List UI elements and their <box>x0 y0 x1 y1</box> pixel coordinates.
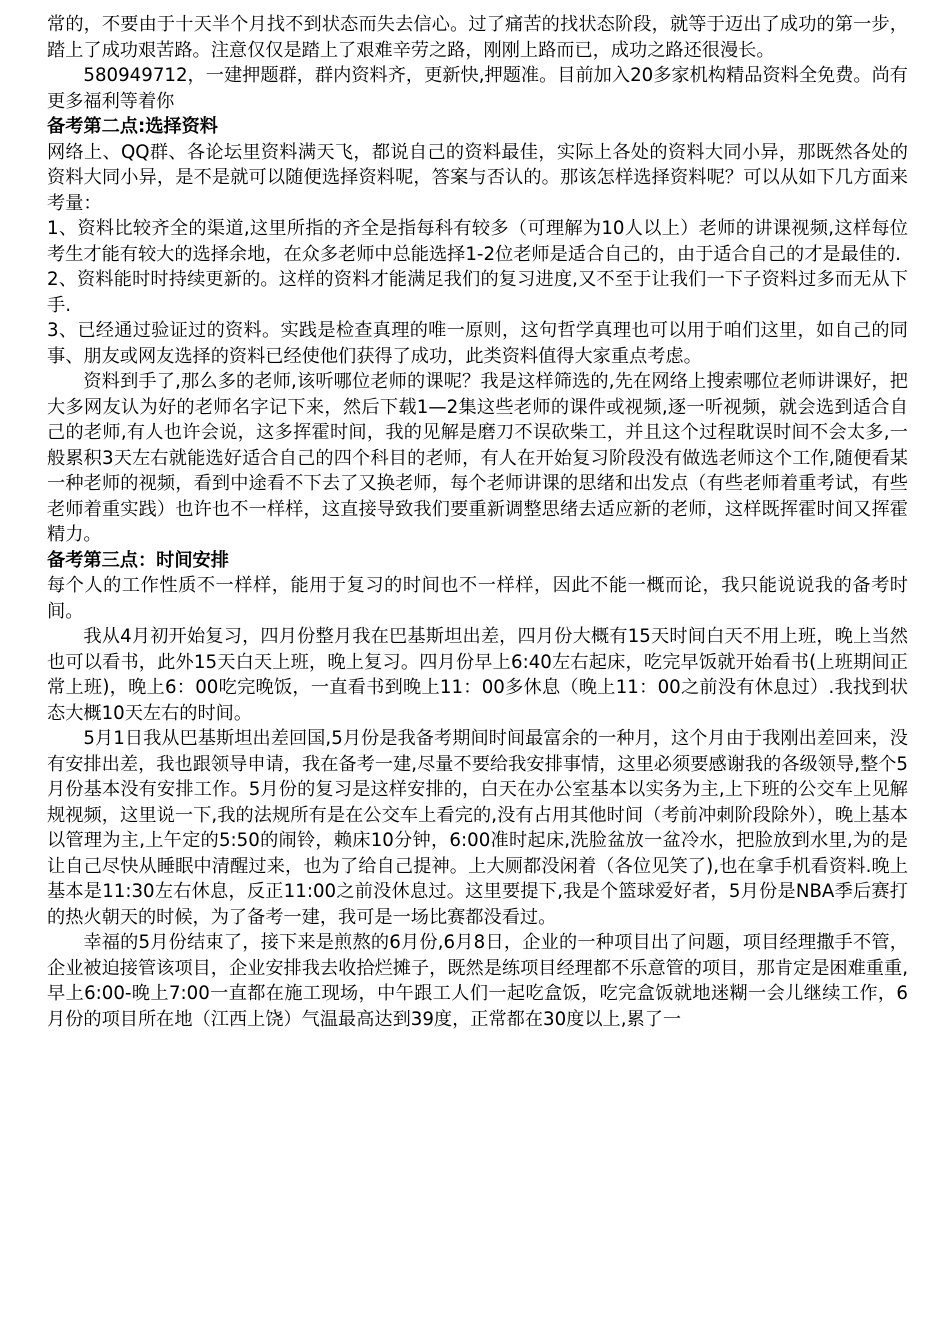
paragraph-april: 我从4月初开始复习，四月份整月我在巴基斯坦出差，四月份大概有15天时间白天不用上班，晚上当然也可以看书，此外15天白天上班，晚上复习。四月份早上6:40左右起床，吃完早饭就开始看书(上班期间正常上班)，晚上6：00吃完晚饭，一直看书到晚上11：00多休息（晚上11：00之前没有休息过）.我找到状态大概10天左右的时间。 <box>47 626 908 724</box>
paragraph-criteria-2: 2、资料能时时持续更新的。这样的资料才能满足我们的复习进度,又不至于让我们一下子资料过多而无从下手. <box>47 269 908 316</box>
paragraph-materials-intro: 网络上、QQ群、各论坛里资料满天飞，都说自己的资料最佳，实际上各处的资料大同小异，那既然各处的资料大同小异，是不是就可以随便选择资料呢，答案与否认的。那该怎样选择资料呢？可以从如下几方面来考量： <box>47 141 908 214</box>
paragraph-1: 常的，不要由于十天半个月找不到状态而失去信心。过了痛苦的找状态阶段，就等于迈出了成功的第一步，踏上了成功艰苦路。注意仅仅是踏上了艰难辛劳之路，刚刚上路而已，成功之路还很漫长。 <box>47 14 908 61</box>
paragraph-may: 5月1日我从巴基斯坦出差回国,5月份是我备考期间时间最富余的一种月，这个月由于我刚出差回来，没有安排出差，我也跟领导申请，我在备考一建,尽量不要给我安排事情，这里必须要感谢我的各级领导,整个5月份基本没有安排工作。5月份的复习是这样安排的，白天在办公室基本以实务为主,上下班的公交车上见解规视频，这里说一下,我的法规所有是在公交车上看完的,没有占用其他时间（考前冲刺阶段除外），晚上基本以管理为主,上午定的5:50的闹铃，赖床10分钟，6:00准时起床,洗脸盆放一盆冷水，把脸放到水里,为的是让自己尽快从睡眠中清醒过来，也为了给自己提神。上大厕都没闲着（各位见笑了),也在拿手机看资料.晚上基本是11:30左右休息，反正11:00之前没休息过。这里要提下,我是个篮球爱好者，5月份是NBA季后赛打的热火朝天的时候，为了备考一建，我可是一场比赛都没看过。 <box>47 728 908 928</box>
paragraph-teacher-selection: 资料到手了,那么多的老师,该听哪位老师的课呢？我是这样筛选的,先在网络上搜索哪位老师讲课好，把大多网友认为好的老师名字记下来，然后下载1—2集这些老师的课件或视频,逐一听视频，就会选到适合自己的老师,有人也许会说，这多挥霍时间，我的见解是磨刀不误砍柴工，并且这个过程耽误时间不会太多,一般累积3天左右就能选好适合自己的四个科目的老师，有人在开始复习阶段没有做选老师这个工作,随便看某一种老师的视频，看到中途看不下去了又换老师，每个老师讲课的思绪和出发点（有些老师着重考试，有些老师着重实践）也许也不一样样，这直接导致我们要重新调整思绪去适应新的老师，这样既挥霍时间又挥霍精力。 <box>47 371 908 545</box>
section-heading-2: 备考第二点:选择资料 <box>47 116 218 137</box>
paragraph-criteria-1: 1、资料比较齐全的渠道,这里所指的齐全是指每科有较多（可理解为10人以上）老师的讲课视频,这样每位考生才能有较大的选择余地，在众多老师中总能选择1-2位老师是适合自己的，由于适合自己的才是最佳的. <box>47 218 908 265</box>
paragraph-criteria-3: 3、已经通过验证过的资料。实践是检查真理的唯一原则，这句哲学真理也可以用于咱们这里，如自己的同事、朋友或网友选择的资料已经使他们获得了成功，此类资料值得大家重点考虑。 <box>47 320 908 367</box>
paragraph-time-intro: 每个人的工作性质不一样样，能用于复习的时间也不一样样，因此不能一概而论，我只能说说我的备考时间。 <box>47 575 908 622</box>
paragraph-qq-group: 580949712，一建押题群，群内资料齐，更新快,押题准。目前加入20多家机构精品资料全免费。尚有更多福利等着你 <box>47 65 908 112</box>
paragraph-june: 幸福的5月份结束了，接下来是煎熬的6月份,6月8日，企业的一种项目出了问题，项目经理撒手不管，企业被迫接管该项目，企业安排我去收拾烂摊子，既然是练项目经理都不乐意管的项目，那肯定是困难重重,早上6:00-晚上7:00一直都在施工现场，中午跟工人们一起吃盒饭，吃完盒饭就地迷糊一会儿继续工作，6月份的项目所在地（江西上饶）气温最高达到39度，正常都在30度以上,累了一 <box>47 932 908 1030</box>
section-heading-3: 备考第三点：时间安排 <box>47 549 229 571</box>
